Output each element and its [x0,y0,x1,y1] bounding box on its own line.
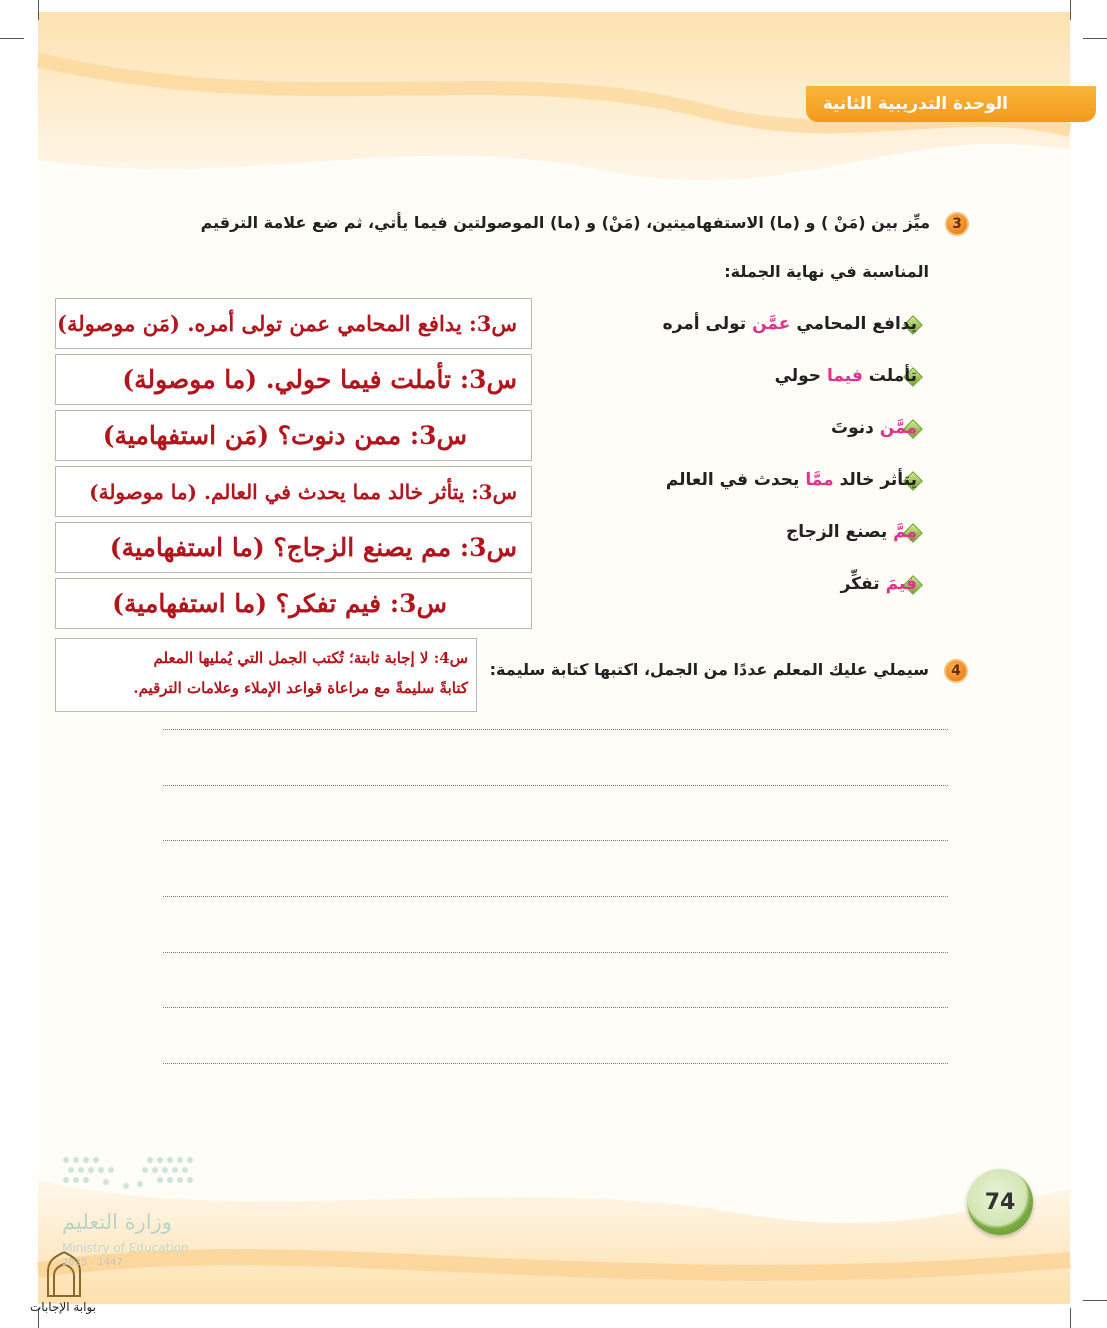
question-3-instruction-line2: المناسبة في نهاية الجملة: [724,262,929,281]
question-4-number: 4 [944,659,968,683]
writing-line[interactable] [163,896,948,897]
portal-watermark: بوابة الإجابات [30,1300,97,1314]
answer-note-box [55,638,477,712]
answer-note-line1: س4: لا إجابة ثابتة؛ تُكتب الجمل التي يُمليها المعلم [153,649,468,667]
answer-note-line2: كتابةً سليمةً مع مراعاة قواعد الإملاء وعلامات الترقيم. [133,679,468,697]
unit-title-tab: الوحدة التدريبية الثانية [806,86,1096,122]
question-3-number: 3 [945,212,969,236]
page-number-badge: 74 [967,1169,1033,1235]
answer-box-3: س3: ممن دنوت؟ (مَن استفهامية) [55,410,532,461]
exercise-item-3: ممَّن دنوتَ [830,418,917,438]
answer-box-2: س3: تأملت فيما حولي. (ما موصولة) [55,354,532,405]
highlighted-word: فيما [826,366,863,386]
question-4-instruction: سيملي عليك المعلم عددًا من الجمل، اكتبها كتابة سليمة: [489,660,929,679]
ministry-logo-text-ar: وزارة التعليم [62,1210,172,1234]
answer-box-5: س3: مم يصنع الزجاج؟ (ما استفهامية) [55,522,532,573]
answer-box-1: س3: يدافع المحامي عمن تولى أمره. (مَن موصولة) [55,298,532,349]
question-3-instruction-line1: ميِّز بين (مَنْ ) و (ما) الاستفهاميتين، (مَنْ) و (ما) الموصولتين فيما يأتي، ثم ضع علامة الترقيم [200,213,930,232]
writing-line[interactable] [163,729,948,730]
highlighted-word: مِمَّ [893,522,917,542]
exercise-item-4: يتأثر خالد ممَّا يحدث في العالم [665,470,917,490]
answer-box-4: س3: يتأثر خالد مما يحدث في العالم. (ما موصولة) [55,466,532,517]
writing-line[interactable] [163,840,948,841]
highlighted-word: ممَّا [805,470,834,490]
writing-line[interactable] [163,1007,948,1008]
exercise-item-1: يدافع المحامي عمَّن تولى أمره [662,314,917,334]
writing-line[interactable] [163,952,948,953]
ministry-logo-text-en: Ministry of Education [62,1241,189,1255]
exercise-item-5: مِمَّ يصنع الزجاج [785,522,917,542]
highlighted-word: فيمَ [885,574,917,594]
exercise-item-6: فيمَ تفكِّر [840,574,917,594]
exercise-item-2: تأملت فيما حولي [774,366,917,386]
highlighted-word: عمَّن [752,314,791,334]
highlighted-word: ممَّن [879,418,917,438]
writing-line[interactable] [163,785,948,786]
edition-year: 2025 - 1447 [62,1257,123,1268]
writing-line[interactable] [163,1063,948,1064]
answer-box-6: س3: فيم تفكر؟ (ما استفهامية) [55,578,532,629]
